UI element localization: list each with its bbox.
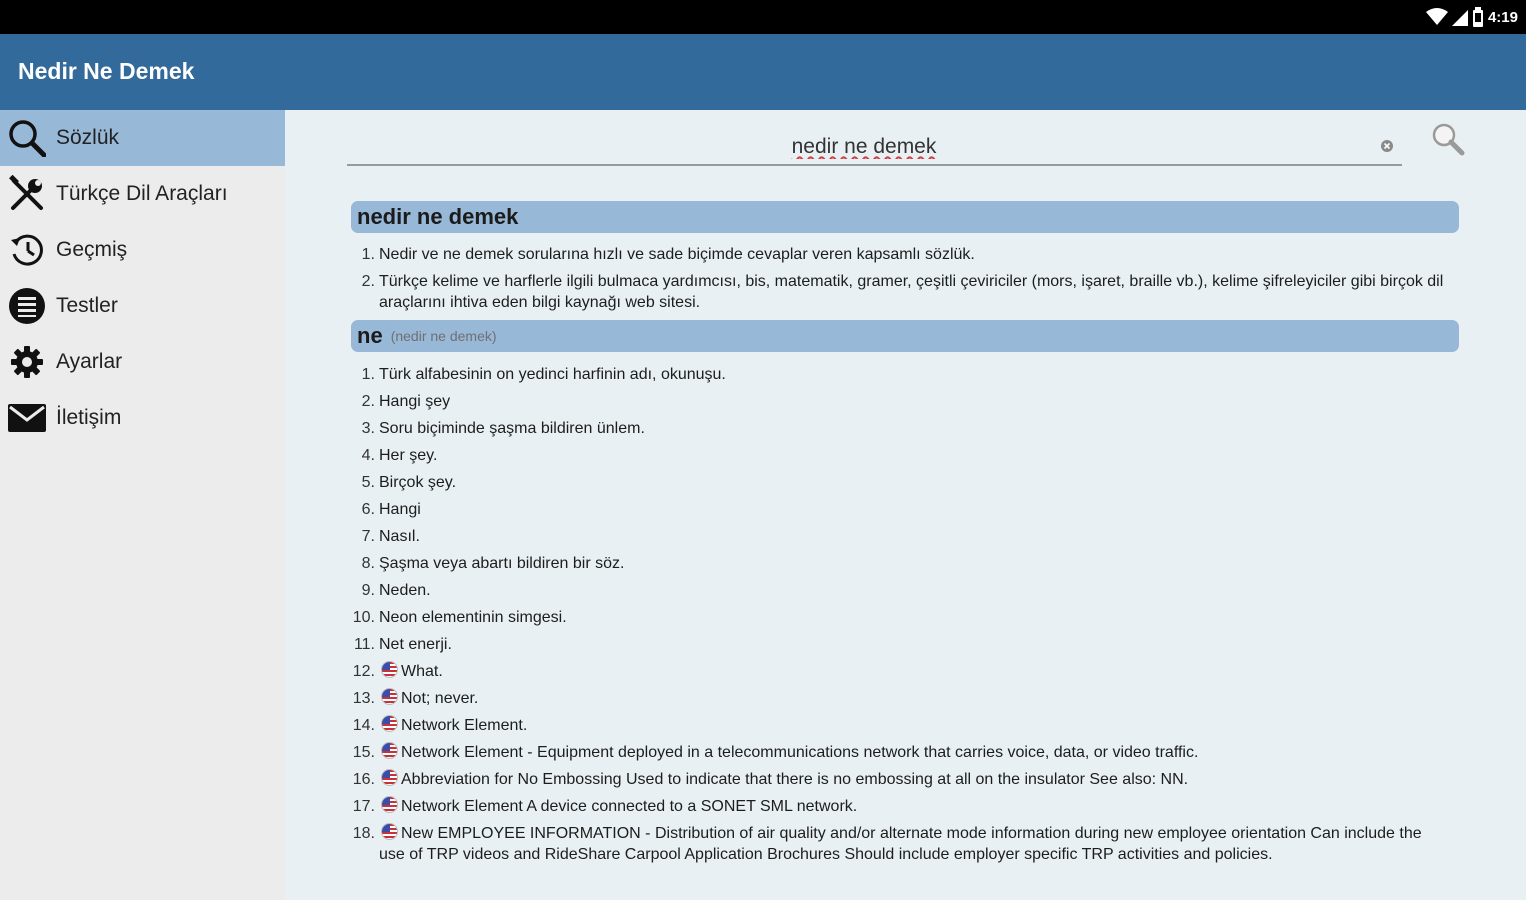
- sidebar: [0, 110, 285, 900]
- definition-text: Nasıl.: [379, 528, 420, 545]
- definition-text: Network Element.: [401, 717, 528, 734]
- sidebar-item-label: Sözlük: [56, 126, 120, 149]
- search-bar: [347, 130, 1402, 166]
- definition-number: 18.: [352, 825, 375, 842]
- definition-text: Soru biçiminde şaşma bildiren ünlem.: [379, 420, 645, 437]
- search-input[interactable]: [347, 130, 1381, 164]
- entry-source: (nedir ne demek): [390, 328, 497, 344]
- definition-number: 8.: [361, 555, 375, 572]
- definition-number: 1.: [361, 246, 375, 263]
- definition-item: [351, 499, 1451, 520]
- definition-text: Net enerji.: [379, 636, 452, 653]
- sidebar-item-label: Ayarlar: [56, 350, 123, 373]
- definition-number: 4.: [361, 447, 375, 464]
- definition-text: Birçok şey.: [379, 474, 457, 491]
- definition-text: What.: [401, 663, 443, 680]
- definition-item: [351, 661, 1451, 682]
- definition-number: 1.: [361, 366, 375, 383]
- definition-item: [351, 445, 1451, 466]
- definition-number: 7.: [361, 528, 375, 545]
- definition-number: 10.: [352, 609, 375, 626]
- app-title: Nedir Ne Demek: [18, 58, 195, 84]
- definition-number: 2.: [361, 273, 375, 290]
- mail-icon: [7, 398, 47, 438]
- definition-number: 5.: [361, 474, 375, 491]
- status-icons: [1426, 6, 1518, 28]
- sidebar-item-sozluk[interactable]: [0, 110, 285, 166]
- battery-icon: [1472, 7, 1484, 27]
- definition-item: [351, 526, 1451, 547]
- definition-item: [351, 634, 1451, 655]
- definition-text: Network Element A device connected to a SONET SML network.: [401, 798, 858, 815]
- main-content: [285, 110, 1526, 900]
- status-bar: [0, 0, 1526, 34]
- sidebar-item-label: Geçmiş: [56, 238, 128, 261]
- definition-item: [351, 553, 1451, 574]
- sidebar-item-iletisim[interactable]: [0, 390, 285, 446]
- definition-item: [351, 580, 1451, 601]
- definition-text: Hangi: [379, 501, 421, 518]
- definition-number: 2.: [361, 393, 375, 410]
- definition-text: Neden.: [379, 582, 431, 599]
- us-flag-icon: [381, 661, 398, 678]
- definition-item: [351, 607, 1451, 628]
- history-icon: [7, 230, 47, 270]
- definition-number: 15.: [352, 744, 375, 761]
- definition-number: 9.: [361, 582, 375, 599]
- definition-item: [351, 796, 1451, 817]
- definition-number: 13.: [352, 690, 375, 707]
- clear-icon[interactable]: [1380, 139, 1394, 153]
- definition-text: Türkçe kelime ve harflerle ilgili bulmaca yardımcısı, bis, matematik, gramer, çeşitli çeviriciler (mors, işaret, braille vb.), kelime şifreleyiciler gibi birçok dil araçlarını ihtiva eden bilgi kaynağı web sitesi.: [379, 273, 1444, 311]
- us-flag-icon: [381, 742, 398, 759]
- tools-icon: [7, 174, 47, 214]
- us-flag-icon: [381, 796, 398, 813]
- definition-text: Türk alfabesinin on yedinci harfinin adı, okunuşu.: [379, 366, 726, 383]
- definition-item: [351, 244, 1451, 265]
- definition-number: 3.: [361, 420, 375, 437]
- definition-text: Hangi şey: [379, 393, 451, 410]
- definition-text: Abbreviation for No Embossing Used to indicate that there is no embossing at all on the insulator See also: NN.: [401, 771, 1189, 788]
- definition-list: [351, 364, 1451, 871]
- definition-number: 16.: [352, 771, 375, 788]
- definition-text: Not; never.: [401, 690, 479, 707]
- sidebar-item-testler[interactable]: [0, 278, 285, 334]
- definition-number: 14.: [352, 717, 375, 734]
- app-bar: [0, 34, 1526, 110]
- definition-item: [351, 472, 1451, 493]
- us-flag-icon: [381, 688, 398, 705]
- definition-item: [351, 769, 1451, 790]
- definition-list: [351, 244, 1451, 319]
- definition-text: Şaşma veya abartı bildiren bir söz.: [379, 555, 625, 572]
- definition-text: Nedir ve ne demek sorularına hızlı ve sade biçimde cevaplar veren kapsamlı sözlük.: [379, 246, 975, 263]
- definition-item: [351, 742, 1451, 763]
- entry-heading: [351, 320, 1459, 352]
- entry-word: ne: [357, 323, 383, 348]
- list-icon: [7, 286, 47, 326]
- us-flag-icon: [381, 715, 398, 732]
- sidebar-item-label: Türkçe Dil Araçları: [56, 182, 228, 205]
- definition-item: [351, 715, 1451, 736]
- wifi-icon: [1426, 8, 1448, 26]
- sidebar-item-label: Testler: [56, 294, 118, 317]
- search-icon: [7, 118, 47, 158]
- definition-number: 17.: [352, 798, 375, 815]
- entry-word: nedir ne demek: [357, 204, 519, 229]
- search-button[interactable]: [1431, 122, 1465, 156]
- definition-item: [351, 391, 1451, 412]
- us-flag-icon: [381, 769, 398, 786]
- definition-item: [351, 688, 1451, 709]
- entry-heading: [351, 201, 1459, 233]
- definition-item: [351, 418, 1451, 439]
- us-flag-icon: [381, 823, 398, 840]
- signal-icon: [1452, 8, 1468, 26]
- definition-text: Neon elementinin simgesi.: [379, 609, 567, 626]
- gear-icon: [7, 342, 47, 382]
- status-time: 4:19: [1487, 8, 1518, 26]
- definition-item: [351, 364, 1451, 385]
- definition-text: Network Element - Equipment deployed in a telecommunications network that carries voice, data, or video traffic.: [401, 744, 1199, 761]
- definition-item: [351, 823, 1451, 865]
- definition-text: New EMPLOYEE INFORMATION - Distribution of air quality and/or alternate mode information during new employee orientation Can include the use of TRP videos and RideShare Carpool Application Brochures Should include employer specific TRP activities and policies.: [379, 825, 1422, 863]
- definition-number: 11.: [353, 636, 375, 653]
- definition-item: [351, 271, 1451, 313]
- sidebar-item-dil-araclari[interactable]: [0, 166, 285, 222]
- definition-text: Her şey.: [379, 447, 438, 464]
- definition-number: 6.: [361, 501, 375, 518]
- sidebar-item-gecmis[interactable]: [0, 222, 285, 278]
- sidebar-item-ayarlar[interactable]: [0, 334, 285, 390]
- sidebar-item-label: İletişim: [56, 406, 122, 429]
- definition-number: 12.: [352, 663, 375, 680]
